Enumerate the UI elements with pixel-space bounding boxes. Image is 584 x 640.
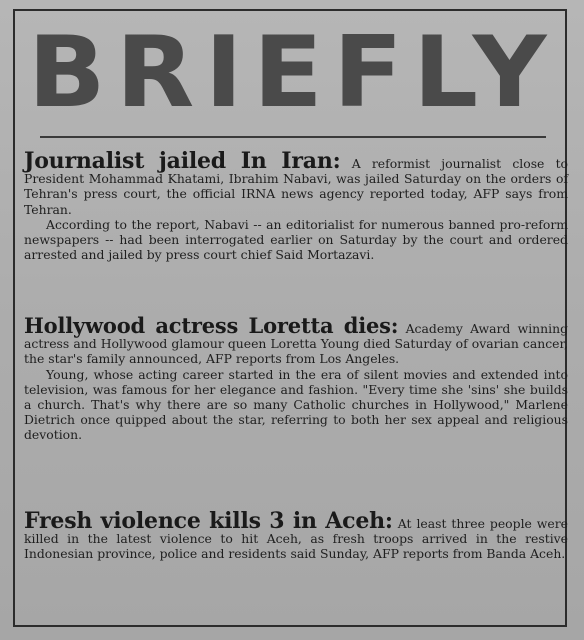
story-body-paragraph: Young, whose acting career started in the era of silent movies and extended into television, was famous for her elegance and fashion. "Every time she 'sins' she builds a church. That's why there are so many Catholic churches in Hollywood," Marlene Dietrich once quipped about the star, referring to both her sex appeal and religious devotion. [24,366,568,443]
story-headline: Hollywood actress Loretta dies: [24,313,399,338]
story-loretta-dies [24,313,569,443]
masthead-title: BRIEFLY [27,16,557,130]
story-headline: Fresh violence kills 3 in Aceh: [24,508,393,534]
story-lead-paragraph [24,508,568,562]
story-body-paragraph: According to the report, Nabavi -- an editorialist for numerous banned pro-reform newspapers -- had been interrogated earlier on Saturday by the court and ordered arrested and jailed by press court chief Said Mortazavi. [24,216,568,263]
story-lead-text: Academy Award winning actress and Hollywood glamour queen Loretta Young died Saturday of ovarian cancer, the star's family announced, AFP reports from Los Angeles. [24,321,569,367]
masthead [27,14,557,132]
masthead-rule [40,136,546,138]
story-lead-paragraph [24,313,569,367]
story-lead-text: At least three people were killed in the latest violence to hit Aceh, as fresh troops arrived in the restive Indonesian province, police and residents said Sunday, AFP reports from Banda Aceh. [24,516,568,562]
story-aceh-violence [24,508,568,562]
story-lead-text: A reformist journalist close to President Mohammad Khatami, Ibrahim Nabavi, was jailed Saturday on the orders of Tehran's press court, the official IRNA news agency reported today, AFP says from Tehran. [24,156,569,217]
story-lead-paragraph [24,148,569,217]
story-headline: Journalist jailed In Iran: [24,148,341,174]
story-journalist-jailed [24,148,569,263]
